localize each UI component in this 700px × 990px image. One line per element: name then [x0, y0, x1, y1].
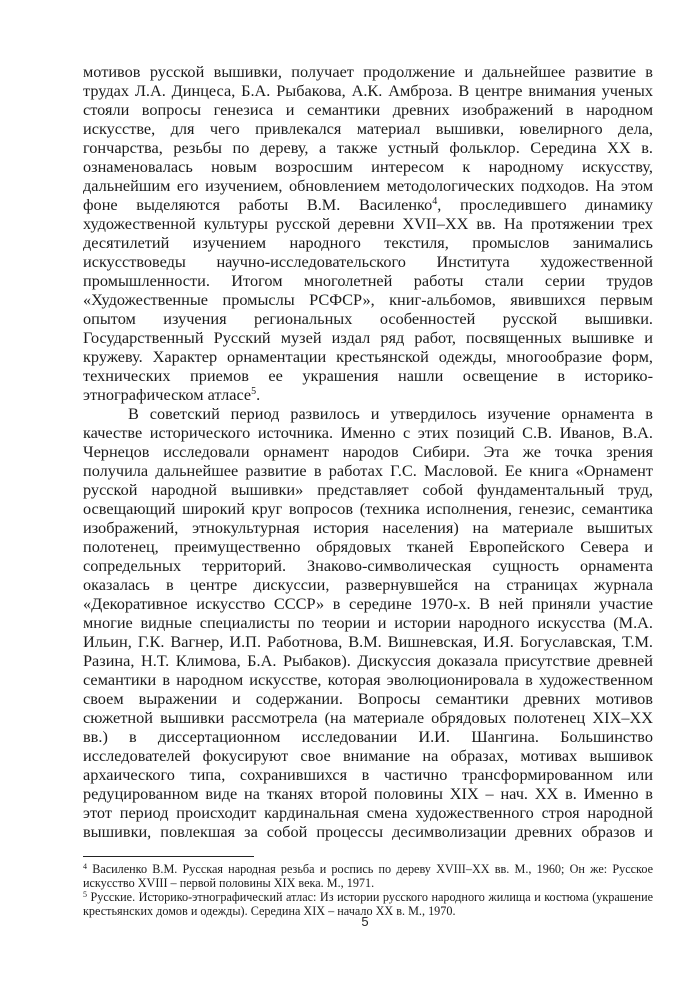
- footnote-line: крестьянских домов и одежды). Середина XIX – начало XX в. М., 1970.: [83, 904, 456, 918]
- footnote-number: 5: [83, 890, 87, 899]
- footnote-reference[interactable]: 5: [251, 386, 257, 397]
- text-line: трудах Л.А. Динцеса, Б.А. Рыбакова, А.К. Амброза. В центре внимания ученых: [83, 81, 653, 100]
- text-line: архаического типа, сохранившихся в частично трансформированном или: [83, 765, 653, 784]
- text-line: технических приемов ее украшения нашли освещение в историко-: [83, 366, 653, 385]
- text-line: русской народной вышивки» представляет собой фундаментальный труд,: [83, 480, 653, 499]
- text-line: этот период происходит кардинальная смена художественного строя народной: [83, 803, 653, 822]
- text-line: оказалась в центре дискуссии, развернувшейся на страницах журнала: [83, 575, 653, 594]
- text-line: «Художественные промыслы РСФСР», книг-альбомов, явившихся первым: [83, 290, 653, 309]
- text-line: кружеву. Характер орнаментации крестьянской одежды, многообразие форм,: [83, 347, 653, 366]
- text-line: Государственный Русский музей издал ряд работ, посвященных вышивке и: [83, 328, 653, 347]
- footnote-line: $^4$ Василенко В.М. Русская народная резьба и роспись по дереву XVIII–XX вв. М., 1960; Он же: Русское: [83, 862, 653, 876]
- paragraph: [83, 62, 653, 404]
- text-line: художественной культуры русской деревни XVII–XX вв. На протяжении трех: [83, 214, 653, 233]
- text-line: сюжетной вышивки рассмотрела (на материале обрядовых полотенец XIX–XX: [83, 708, 653, 727]
- text-line: своем выражении и содержании. Вопросы семантики древних мотивов: [83, 689, 653, 708]
- text-line: мотивов русской вышивки, получает продолжение и дальнейшее развитие в: [83, 62, 653, 81]
- text-line: получила дальнейшее развитие в работах Г.С. Масловой. Ее книга «Орнамент: [83, 461, 653, 480]
- text-line: многие видные специалисты по теории и истории народного искусства (М.А.: [83, 613, 653, 632]
- text-line: семантики в народном искусстве, которая эволюционировала в художественном: [83, 670, 653, 689]
- body-text: [83, 62, 653, 841]
- text-line: Ильин, Г.К. Вагнер, И.П. Работнова, В.М. Вишневская, И.Я. Богуславская, Т.М.: [83, 632, 653, 651]
- footnotes: [83, 862, 653, 918]
- text-line: «Декоративное искусство СССР» в середине 1970-х. В ней приняли участие: [83, 594, 653, 613]
- text-line: вв.) в диссертационном исследовании И.И. Шангина. Большинство: [83, 727, 653, 746]
- text-line: качестве исторического источника. Именно с этих позиций С.В. Иванов, В.А.: [83, 423, 653, 442]
- text-line: В советский период развилось и утвердилось изучение орнамента в: [128, 404, 653, 423]
- text-line: Разина, Н.Т. Климова, Б.А. Рыбаков). Дискуссия доказала присутствие древней: [83, 651, 653, 670]
- text-line: сопредельных территорий. Знаково-символическая сущность орнамента: [83, 556, 653, 575]
- footnote-separator: [83, 856, 254, 857]
- text-line: стояли вопросы генезиса и семантики древних изображений в народном: [83, 100, 653, 119]
- text-line: этнографическом атласе$^5$.: [83, 385, 261, 404]
- footnote-line: $^5$ Русские. Историко-этнографический атлас: Из истории русского народного жилища и костюма (украшение: [83, 890, 654, 904]
- text-line: промышленности. Итогом многолетней работы стали серии трудов: [83, 271, 653, 290]
- text-line: Чернецов исследовали орнамент народов Сибири. Эта же точка зрения: [83, 442, 653, 461]
- footnote-line: искусство XVIII – первой половины XIX века. М., 1971.: [83, 876, 375, 890]
- text-line: полотенец, преимущественно обрядовых тканей Европейского Севера и: [83, 537, 653, 556]
- page-number: 5: [361, 914, 369, 929]
- text-line: ознаменовалась новым возросшим интересом к народному искусству,: [83, 157, 653, 176]
- text-line: редуцированном виде на тканях второй половины XIX – нач. XX в. Именно в: [83, 784, 653, 803]
- text-line: вышивки, повлекшая за собой процессы десимволизации древних образов и: [83, 822, 653, 841]
- paragraph: [83, 404, 653, 841]
- text-line: искусствоведы научно-исследовательского Института художественной: [83, 252, 653, 271]
- text-line: изображений, этнокультурная история населения) на материале вышитых: [83, 518, 653, 537]
- text-line: искусстве, для чего привлекался материал вышивки, ювелирного дела,: [83, 119, 653, 138]
- text-line: опытом изучения региональных особенностей русской вышивки.: [83, 309, 653, 328]
- text-line: десятилетий изучением народного текстиля, промыслов занимались: [83, 233, 653, 252]
- text-line: фоне выделяются работы В.М. Василенко$^4$, проследившего динамику: [83, 195, 653, 214]
- text-line: освещающий широкий круг вопросов (техника исполнения, генезис, семантика: [83, 499, 653, 518]
- text-line: дальнейшим его изучением, обновлением методологических подходов. На этом: [83, 176, 653, 195]
- footnote-number: 4: [83, 862, 87, 871]
- footnote: [83, 862, 653, 890]
- text-line: исследователей фокусируют свое внимание на образах, мотивах вышивок: [83, 746, 653, 765]
- footnote-reference[interactable]: 4: [432, 196, 438, 207]
- text-line: гончарства, резьбы по дереву, а также устный фольклор. Середина XX в.: [83, 138, 653, 157]
